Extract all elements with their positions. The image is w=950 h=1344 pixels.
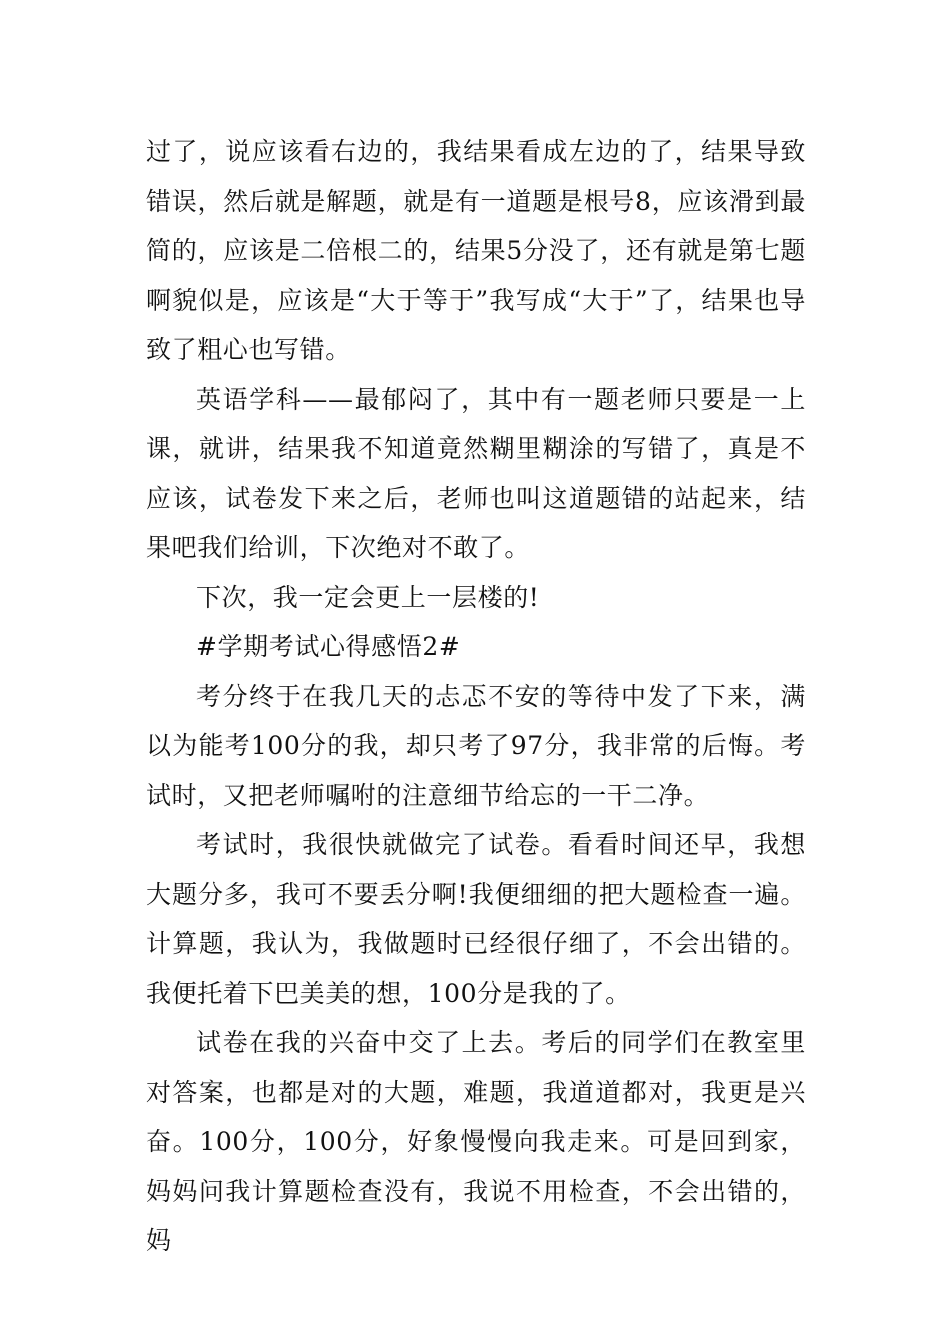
paragraph-1: 过了，说应该看右边的，我结果看成左边的了，结果导致错误，然后就是解题，就是有一道题是根号8，应该滑到最简的，应该是二倍根二的，结果5分没了，还有就是第七题啊貌似是，应该是“大于等于”我写成“大于”了，结果也导致了粗心也写错。: [146, 137, 806, 364]
paragraph-6: 试卷在我的兴奋中交了上去。考后的同学们在教室里对答案，也都是对的大题，难题，我道道都对，我更是兴奋。100分，100分，好象慢慢向我走来。可是回到家，妈妈问我计算题检查没有，我说不用检查，不会出错的，妈: [146, 1028, 806, 1255]
document-body: [146, 127, 806, 1266]
section-heading: #学期考试心得感悟2#: [196, 632, 461, 661]
paragraph-5: 考试时，我很快就做完了试卷。看看时间还早，我想大题分多，我可不要丢分啊!我便细细的把大题检查一遍。计算题，我认为，我做题时已经很仔细了，不会出错的。我便托着下巴美美的想，100分是我的了。: [146, 830, 806, 1008]
paragraph-4: 考分终于在我几天的忐忑不安的等待中发了下来，满以为能考100分的我，却只考了97分，我非常的后悔。考试时，又把老师嘱咐的注意细节给忘的一干二净。: [146, 681, 806, 810]
paragraph-2: 英语学科——最郁闷了，其中有一题老师只要是一上课，就讲，结果我不知道竟然糊里糊涂的写错了，真是不应该，试卷发下来之后，老师也叫这道题错的站起来，结果吧我们给训，下次绝对不敢了。: [146, 384, 806, 562]
paragraph-3: 下次，我一定会更上一层楼的!: [196, 582, 540, 612]
